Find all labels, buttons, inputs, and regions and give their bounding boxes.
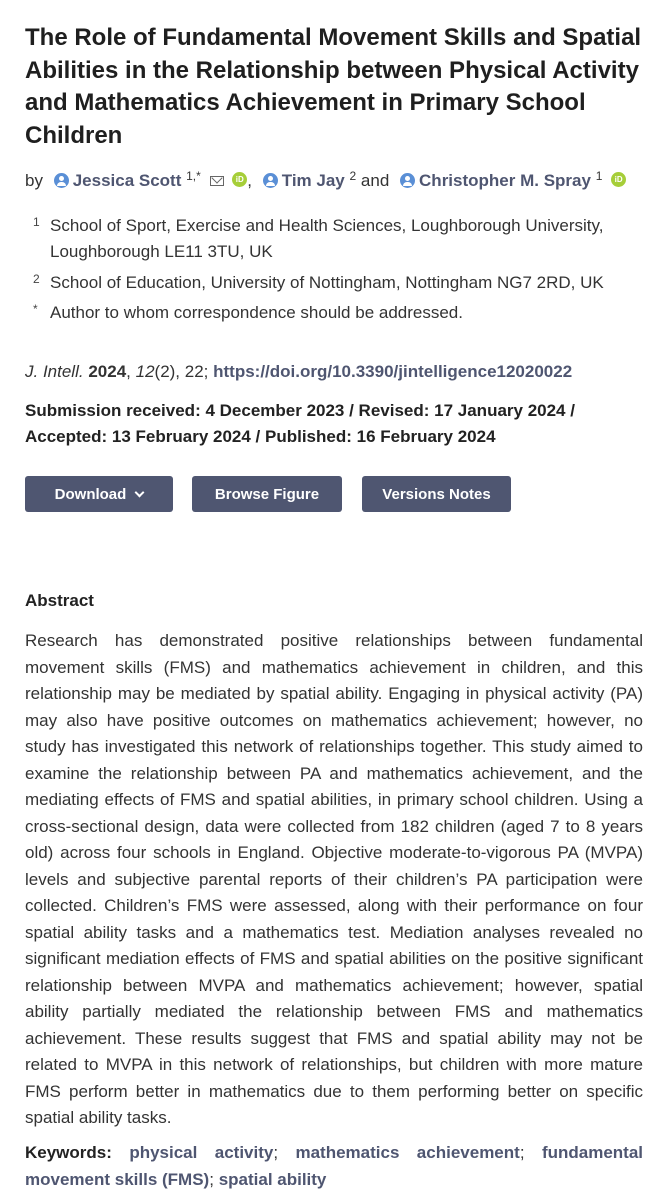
publication-dates: Submission received: 4 December 2023 / Revised: 17 January 2024 / Accepted: 13 February 2024 / Published: 16 February 2024 [25, 401, 575, 446]
keyword-separator: ; [209, 1169, 214, 1189]
browse-figure-label: Browse Figure [214, 485, 320, 503]
affiliation-mark: 2 [33, 272, 40, 286]
person-icon [263, 173, 278, 188]
journal-name: J. Intell. [25, 362, 84, 381]
orcid-icon[interactable]: iD [232, 172, 247, 187]
keyword-link[interactable]: spatial ability [218, 1169, 327, 1189]
download-label: Download [54, 485, 127, 503]
author-affil-sup: 2 [349, 169, 357, 183]
article-title: The Role of Fundamental Movement Skills and Spatial Abilities in the Relationship between Physical Activity and Mathematics Achievement in Primary School Children [25, 24, 642, 149]
affiliation [25, 213, 645, 265]
keyword-separator: ; [519, 1143, 525, 1162]
browse-figure-button[interactable] [192, 476, 342, 512]
citation-year: 2024 [88, 362, 127, 381]
doi-link[interactable]: https://doi.org/10.3390/jintelligence12020022 [213, 362, 573, 381]
person-icon [400, 173, 415, 188]
author-separator: , [247, 171, 253, 190]
citation: J. Intell. 2024, 12(2), 22; https://doi.org/10.3390/jintelligence12020022 [25, 362, 573, 381]
keyword-link[interactable]: fundamental movement skills (FMS) [25, 1143, 644, 1189]
by-label: by [25, 171, 43, 190]
and-label: and [360, 171, 390, 190]
author-link[interactable]: Christopher M. Spray [419, 171, 591, 190]
citation-issue: (2), 22; [154, 362, 209, 381]
keyword-link[interactable]: physical activity [129, 1143, 274, 1162]
affiliation [25, 270, 645, 296]
orcid-icon[interactable]: iD [611, 172, 626, 187]
download-button[interactable] [25, 476, 173, 512]
citation-volume: 12 [135, 362, 155, 381]
affiliation-text: School of Education, University of Nottingham, Nottingham NG7 2RD, UK [50, 273, 604, 292]
author-affil-sup: 1,* [186, 169, 201, 183]
versions-notes-button[interactable] [362, 476, 511, 512]
affiliation-mark: 1 [33, 215, 40, 229]
affiliation-text: School of Sport, Exercise and Health Sciences, Loughborough University, Loughborough LE11 3TU, UK [50, 216, 604, 261]
keyword-separator: ; [273, 1143, 279, 1162]
author-list [25, 164, 645, 193]
author-link[interactable]: Jessica Scott [72, 171, 182, 190]
keywords-label: Keywords: [25, 1143, 112, 1162]
person-icon [54, 173, 69, 188]
versions-notes-label: Versions Notes [382, 485, 491, 503]
author-affil-sup: 1 [595, 169, 603, 183]
abstract-text: Research has demonstrated positive relationships between fundamental movement skills (FMS) and mathematics achievement in children, and this relationship may be mediated by spatial ability. Engaging in physical activity (PA) may also have positive outcomes on mathematics achievement; however, no study has investigated this network of relationships together. This study aimed to examine the relationship between PA and mathematics achievement, and the mediating effects of FMS and spatial abilities, in primary school children. Using a cross-sectional design, data were collected from 182 children (aged 7 to 8 years old) across four schools in England. Objective moderate-to-vigorous PA (MVPA) levels and subjective parental reports of their children’s PA participation were collected. Children’s FMS were assessed, along with their performance on four spatial ability tasks and a mathematics test. Mediation analyses revealed no significant mediation effects of FMS and spatial abilities on the positive significant relationship between MVPA and mathematics achievement; however, spatial ability partially mediated the relationship between FMS and mathematics achievement. These results suggest that FMS and spatial ability may not be related to MVPA in this network of relationships, but children with more mature FMS perform better in mathematics due to them performing better on specific spatial ability tasks. [25, 631, 643, 1127]
abstract-heading: Abstract [25, 591, 94, 610]
affiliation-mark: * [33, 302, 38, 316]
chevron-down-icon [135, 487, 145, 497]
affiliation [25, 300, 645, 326]
affiliation-text: Author to whom correspondence should be addressed. [50, 303, 463, 322]
mail-icon[interactable] [210, 176, 224, 186]
author-link[interactable]: Tim Jay [281, 171, 345, 190]
keyword-link[interactable]: mathematics achievement [295, 1143, 520, 1162]
keywords [25, 1140, 643, 1193]
